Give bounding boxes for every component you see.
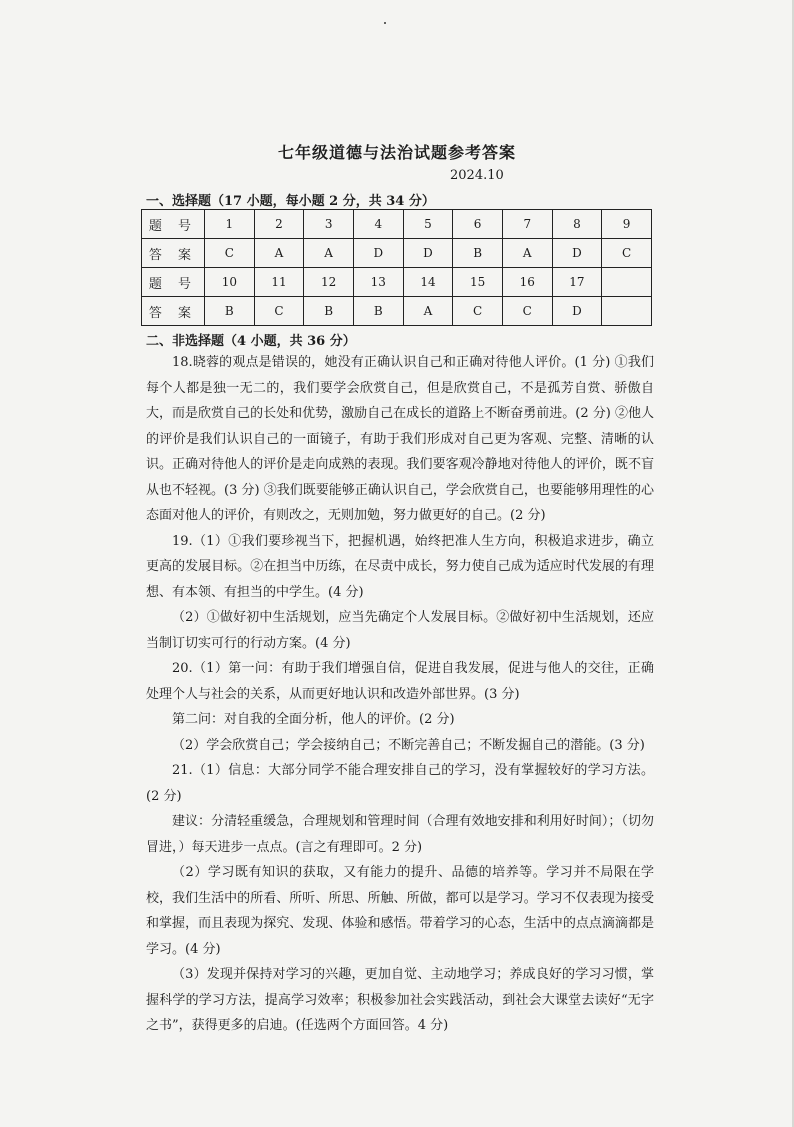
question-number: 7 [502,210,552,239]
section-nonchoice-heading: 二、非选择题（4 小题，共 36 分） [146,334,356,349]
answer-cell: B [453,239,503,268]
answer-paragraph-18: 18.晓蓉的观点是错误的，她没有正确认识自己和正确对待他人评价。(1 分) ①我们每个人都是独一无二的，我们要学会欣赏自己，但是欣赏自己，不是孤芳自赏、骄傲自大，而是欣赏自己的长处和优势，激励自己在成长的道路上不断奋勇前进。(2 分) ②他人的评价是我们认识自己的一面镜子，有助于我们形成对自己更为客观、完整、清晰的认识。正确对待他人的评价是走向成熟的表现。我们要客观冷静地对待他人的评价，既不盲从也不轻视。(3 分) ③我们既要能够正确认识自己，学会欣赏自己，也要能够用理性的心态面对他人的评价，有则改之，无则加勉，努力做更好的自己。(2 分) [146,355,654,523]
answer-paragraph-20-1: 20.（1）第一问：有助于我们增强自信，促进自我发展，促进与他人的交往，正确处理个人与社会的关系，从而更好地认识和改造外部世界。(3 分) [146,661,654,702]
answer-paragraph-20-2: （2）学会欣赏自己；学会接纳自己；不断完善自己；不断发掘自己的潜能。(3 分) [172,737,645,753]
answer-cell: A [502,239,552,268]
section-choice-heading: 一、选择题（17 小题，每小题 2 分，共 34 分） [146,194,435,209]
question-number: 1 [205,210,255,239]
answer-cell: D [403,239,453,268]
answer-paragraph-21-3: （3）发现并保持对学习的兴趣，更加自觉、主动地学习；养成良好的学习习惯，掌握科学的学习方法，提高学习效率；积极参加社会实践活动，到社会大课堂去读好“无字之书”，获得更多的启迪。(任选两个方面回答。4 分) [146,967,654,1033]
answer-cell: B [304,297,354,326]
answer-paragraph-21-2: （2）学习既有知识的获取，又有能力的提升、品德的培养等。学习并不局限在学校，我们生活中的所看、所听、所思、所触、所做，都可以是学习。学习不仅表现为接受和掌握，而且表现为探究、发现、体验和感悟。带着学习的心态，生活中的点点滴滴都是学习。(4 分) [146,865,654,957]
answer-cell: D [552,297,602,326]
answer-cell: C [602,239,652,268]
answer-paragraph-21-1b: 建议：分清轻重缓急，合理规划和管理时间（合理有效地安排和利用好时间）；（切勿冒进，）每天进步一点点。(言之有理即可。2 分) [146,814,654,855]
question-number: 4 [353,210,403,239]
answer-cell: C [205,239,255,268]
answer-paragraph-21-1: 21.（1）信息：大部分同学不能合理安排自己的学习，没有掌握较好的学习方法。(2 分) [146,763,654,804]
answer-paragraph-19-1: 19.（1）①我们要珍视当下，把握机遇，始终把准人生方向，积极追求进步，确立更高的发展目标。②在担当中历练，在尽责中成长，努力使自己成为适应时代发展的有理想、有本领、有担当的中学生。(4 分) [146,533,654,600]
table-row [142,210,652,239]
question-number: 2 [254,210,304,239]
answer-paragraph-20-1b: 第二问：对自我的全面分析，他人的评价。(2 分) [172,712,455,727]
question-number: 11 [254,268,304,297]
question-number: 16 [502,268,552,297]
answer-cell: C [254,297,304,326]
question-number: 13 [353,268,403,297]
answer-cell [602,297,652,326]
answer-cell: D [552,239,602,268]
scan-dot [384,22,386,24]
question-number: 14 [403,268,453,297]
question-number: 9 [602,210,652,239]
table-row [142,297,652,326]
answer-cell: A [254,239,304,268]
question-number [602,268,652,297]
question-number: 17 [552,268,602,297]
row-label-answer: 答 案 [142,239,205,268]
answer-cell: C [502,297,552,326]
answer-body [146,350,654,1039]
question-number: 10 [205,268,255,297]
answer-cell: C [453,297,503,326]
row-label-number: 题 号 [142,210,205,239]
table-row [142,268,652,297]
question-number: 6 [453,210,503,239]
answer-cell: A [403,297,453,326]
answer-cell: B [205,297,255,326]
answer-cell: A [304,239,354,268]
page-title: 七年级道德与法治试题参考答案 [277,143,516,162]
question-number: 5 [403,210,453,239]
exam-date: 2024.10 [450,168,504,183]
answer-paragraph-19-2: （2）①做好初中生活规划，应当先确定个人发展目标。②做好初中生活规划，还应当制订切实可行的行动方案。(4 分) [146,610,654,651]
table-row [142,239,652,268]
answer-cell: D [353,239,403,268]
question-number: 12 [304,268,354,297]
answer-cell: B [353,297,403,326]
row-label-number: 题 号 [142,268,205,297]
question-number: 8 [552,210,602,239]
choice-answer-table [141,209,652,326]
row-label-answer: 答 案 [142,297,205,326]
question-number: 3 [304,210,354,239]
question-number: 15 [453,268,503,297]
